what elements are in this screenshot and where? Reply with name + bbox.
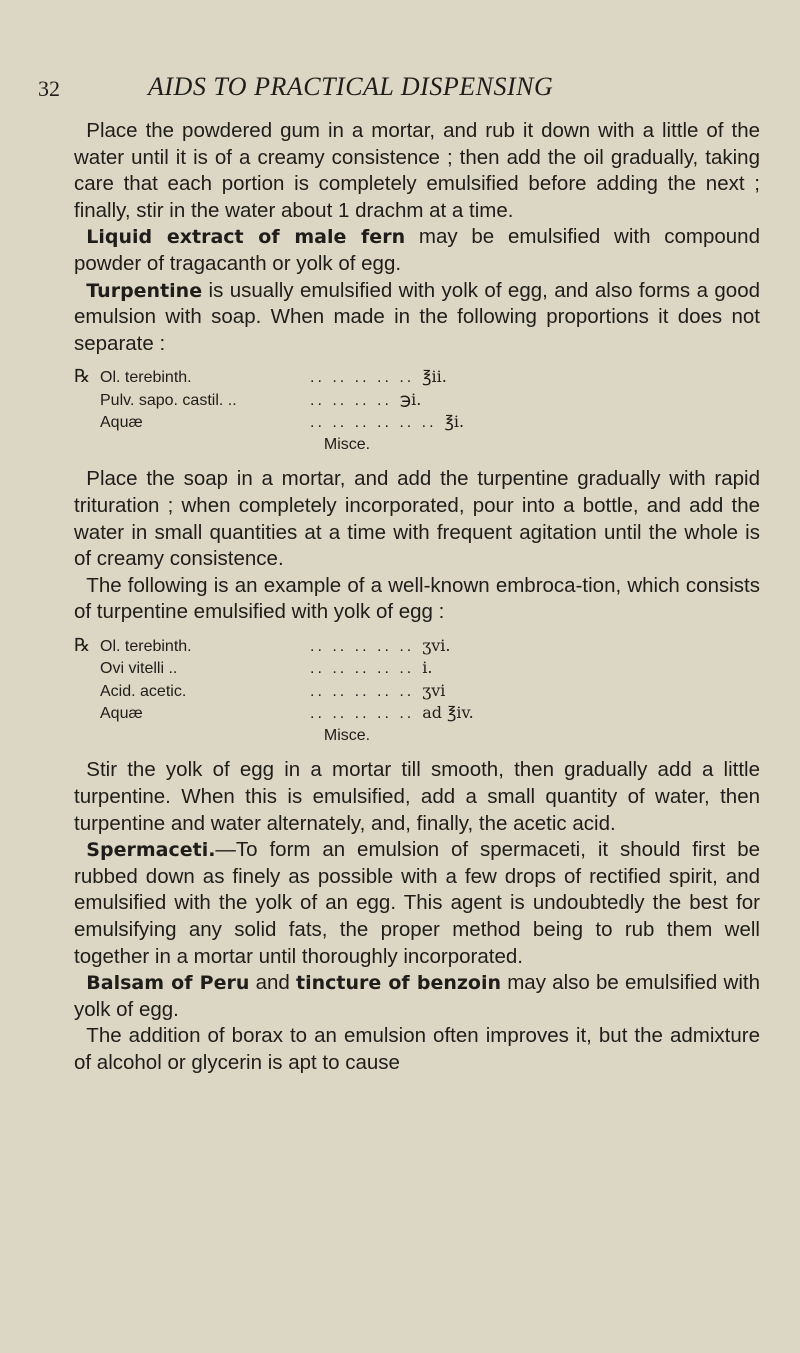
- heading-of-2: of: [381, 972, 417, 995]
- paragraph-embrocation-intro: The following is an example of a well-known embroca-tion, which consists of turpentine emulsified with yolk of egg :: [74, 573, 760, 624]
- rx2-item-qty: ʒvi: [422, 680, 446, 700]
- balsam-text: may also be emulsified with yolk of egg.: [74, 971, 760, 1021]
- prescription-2: [74, 635, 760, 747]
- paragraph-yolk-method: Stir the yolk of egg in a mortar till smooth, then gradually add a little turpentine. When this is emulsified, add a small quantity of water, then turpentine and water alternately, and, finally, the acetic acid.: [74, 758, 760, 835]
- rx2-item: [74, 635, 760, 658]
- rx2-item-qty: ʒvi.: [422, 635, 451, 655]
- rx1-item-name: Pulv. sapo. castil. ..: [100, 391, 237, 409]
- rx1-leader-dots: .. .. .. .. ..: [310, 369, 415, 387]
- rx1-item-name: Aquæ: [100, 414, 143, 432]
- rx1-item: [74, 366, 760, 389]
- rx2-item-name: Ol. terebinth.: [100, 637, 192, 655]
- rx2-item-name: Ovi vitelli ..: [100, 660, 178, 678]
- and-text: and: [249, 971, 296, 995]
- male-fern-text: may be emulsified with compound powder of tragacanth or yolk of egg.: [74, 225, 760, 275]
- heading-spermaceti: Spermaceti.: [86, 839, 216, 862]
- recipe-symbol: ℞: [74, 366, 91, 388]
- rx1-misce: Misce.: [323, 435, 371, 453]
- paragraph-spermaceti: [74, 837, 760, 970]
- paragraph-borax: The addition of borax to an emulsion often improves it, but the admixture of alcohol or glycerin is apt to cause: [74, 1024, 760, 1074]
- rx2-item-qty: ad ℥iv.: [422, 703, 474, 723]
- rx2-leader-dots: .. .. .. .. ..: [310, 637, 415, 655]
- rx2-item-name: Acid. acetic.: [100, 682, 187, 700]
- rx2-item: [74, 702, 760, 725]
- prescription-1: [74, 366, 760, 455]
- rx1-item-name: Ol. terebinth.: [100, 369, 192, 387]
- heading-turpentine: Turpentine: [86, 279, 203, 302]
- heading-liquid-extract-male-fern: Liquid extract of male fern: [86, 226, 406, 249]
- rx2-leader-dots: .. .. .. .. ..: [310, 682, 415, 700]
- paragraph-gum-method: Place the powdered gum in a mortar, and rub it down with a little of the water until it is of a creamy consistence ; then add the oil gradually, taking care that each portion is completely emulsified before adding the next ; finally, stir in the water about 1 drachm at a time.: [74, 119, 760, 222]
- page-number: 32: [38, 76, 60, 101]
- rx1-item: [74, 389, 760, 412]
- heading-balsam: Balsam: [86, 972, 165, 995]
- rx2-misce: Misce.: [323, 726, 371, 744]
- rx2-leader-dots: .. .. .. .. ..: [310, 660, 415, 678]
- heading-of-1: of: [164, 972, 200, 995]
- rx1-item-qty: ℥i.: [444, 412, 465, 432]
- heading-peru: Peru: [199, 972, 250, 995]
- page-header: [38, 72, 760, 106]
- rx2-item: [74, 657, 760, 680]
- paragraph-male-fern: [74, 224, 760, 277]
- spermaceti-text: —To form an emulsion of spermaceti, it should first be rubbed down as finely as possible with a few drops of rectified spirit, and emulsified with the yolk of an egg. This agent is undoubtedly the best for emulsifying any solid fats, the proper method being to rub them well together in a mortar until thoroughly incorporated.: [74, 838, 760, 968]
- running-title: AIDS TO PRACTICAL DISPENSING: [148, 72, 554, 101]
- rx2-item-qty: i.: [422, 658, 433, 678]
- recipe-symbol: ℞: [74, 634, 91, 656]
- paragraph-soap-method: Place the soap in a mortar, and add the turpentine gradually with rapid trituration ; when completely incorporated, pour into a bottle, and add the water in small quantities at a time with frequent agitation until the whole is of creamy consistence.: [74, 467, 760, 571]
- rx1-leader-dots: .. .. .. ..: [310, 391, 392, 409]
- rx2-item: [74, 680, 760, 703]
- rx2-item-name: Aquæ: [100, 705, 143, 723]
- rx1-item: [74, 411, 760, 434]
- rx1-item-qty: ℥ii.: [422, 367, 447, 387]
- turpentine-text: is usually emulsified with yolk of egg, and also forms a good emulsion with soap. When made in the following proportions it does not separate :: [74, 278, 760, 355]
- rx1-item-qty: ℈i.: [399, 389, 422, 409]
- rx1-leader-dots: .. .. .. .. .. ..: [310, 414, 437, 432]
- heading-tincture: tincture: [296, 972, 382, 995]
- heading-benzoin: benzoin: [416, 972, 502, 995]
- paragraph-turpentine: [74, 278, 760, 358]
- rx2-leader-dots: .. .. .. .. ..: [310, 705, 415, 723]
- page-body: [74, 118, 760, 1077]
- paragraph-balsam-benzoin: [74, 970, 760, 1023]
